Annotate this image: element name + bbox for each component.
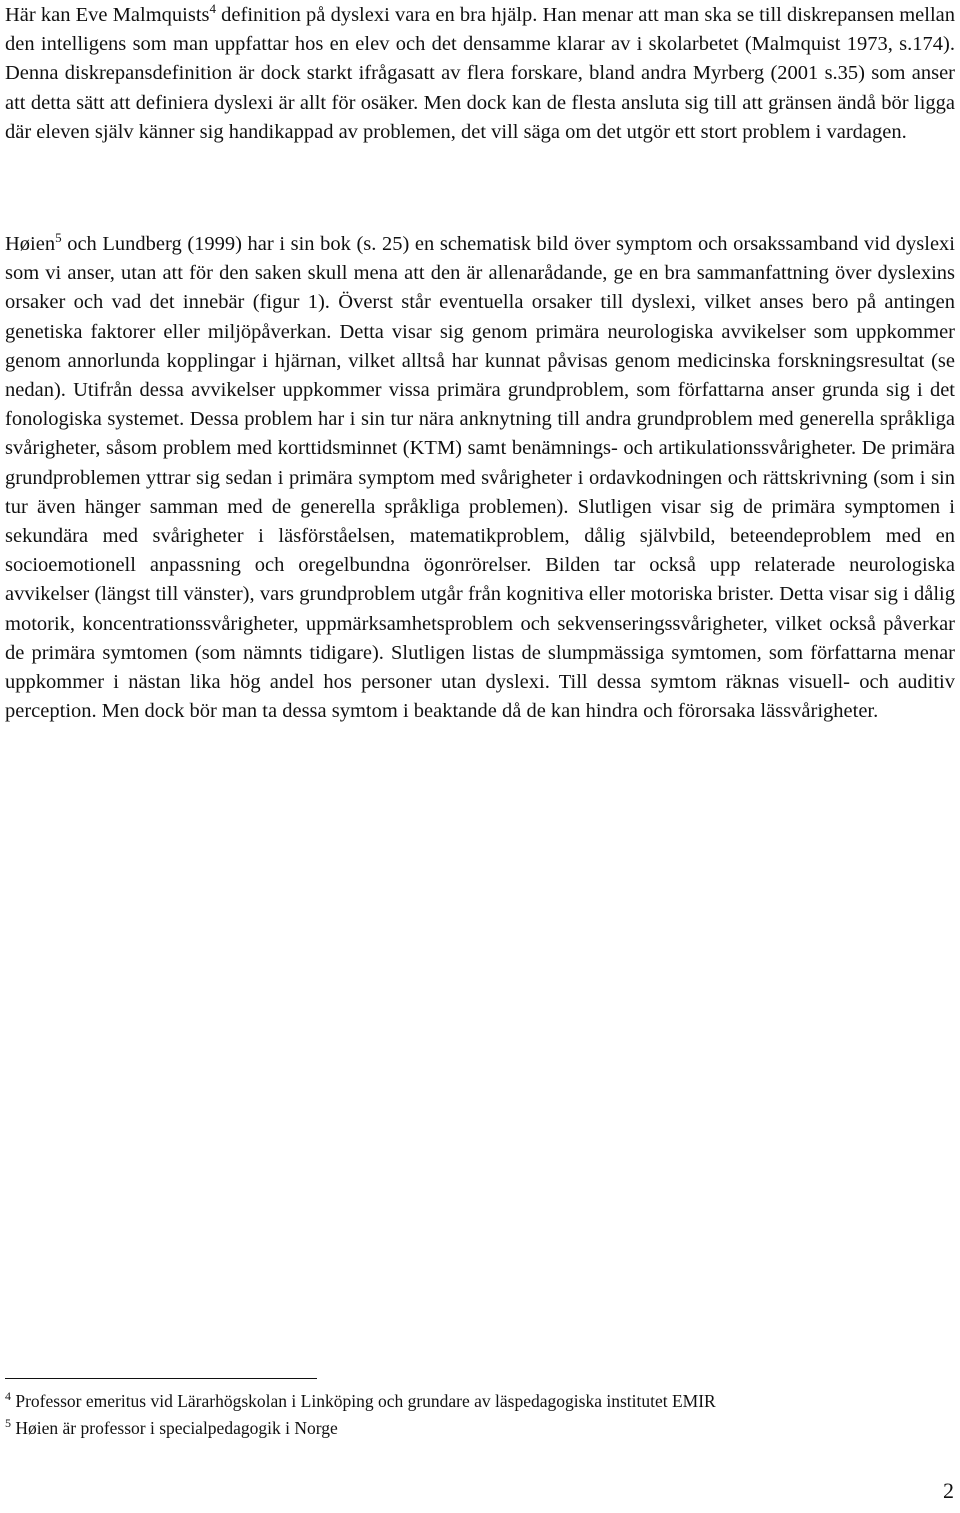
body-paragraph-hoien-lundberg [5, 230, 955, 726]
paragraph-text-rest: definition på dyslexi vara en bra hjälp. Han menar att man ska se till diskrepansen mellan den intelligens som man uppfattar hos en elev och det densamme klarar av i skolarbetet (Malmquist 1973, s.174). Denna diskrepansdefinition är dock starkt ifrågasatt av flera forskare, bland andra Myrberg (2001 s.35) som anser att detta sätt att definiera dyslexi är allt för osäker. Men dock kan de flesta ansluta sig till att gränsen ändå bör ligga där eleven själv känner sig handikappad av problemen, det vill säga om det utgör ett stort problem i vardagen. [5, 4, 956, 143]
footnote-5 [5, 1417, 955, 1439]
paragraph-text-rest: och Lundberg (1999) har i sin bok (s. 25) en schematisk bild över symptom och orsakssamband vid dyslexi som vi anser, utan att för den saken skull mena att den är allenarådande, ge en bra sammanfattning över dyslexins orsaker och vad det innebär (figur 1). Överst står eventuella orsaker till dyslexi, vilket anses bero på antingen genetiska faktorer eller miljöpåverkan. Detta visar sig genom primära neurologiska avvikelser som uppkommer genom annorlunda kopplingar i hjärnan, vilket alltså har kunnat påvisas genom medicinska forskningsresultat (se nedan). Utifrån dessa avvikelser uppkommer vissa primära grundproblem, som författarna anser grunda sig i det fonologiska systemet. Dessa problem har i sin tur nära anknytning till andra grundproblem med generella språkliga svårigheter, såsom problem med korttidsminnet (KTM) samt benämnings- och artikulationssvårigheter. De primära grundproblemen yttrar sig sedan i primära symptom med svårigheter i ordavkodningen och rättskrivning (som i sin tur även hänger samman med de generella språkliga problemen). Slutligen visar sig de primära symptomen i sekundära med svårigheter i läsförståelsen, matematikproblem, dålig självbild, beteendeproblem med en socioemotionell anpassning och oregelbundna ögonrörelser. Bilden tar också upp relaterade neurologiska avvikelser (längst till vänster), vars grundproblem utgår från kognitiva eller motoriska brister. Detta visar sig i dålig motorik, koncentrationssvårigheter, uppmärksamhetsproblem och sekvenseringssvårigheter, vilket också påverkar de primära symtomen (som nämnts tidigare). Slutligen listas de slumpmässiga symtomen, som författarna menar uppkommer i nästan lika hög andel hos personer utan dyslexi. Till dessa symtom räknas visuell- och auditiv perception. Men dock bör man ta dessa symtom i beaktande då de kan hindra och förorsaka lässvårigheter. [5, 233, 955, 723]
footnote-4 [5, 1390, 955, 1412]
footnote-text: Høien är professor i specialpedagogik i Norge [11, 1418, 338, 1438]
footnote-ref-5: 5 [55, 230, 62, 246]
page-number: 2 [943, 1478, 954, 1503]
paragraph-text-lead: Här kan Eve Malmquists [5, 4, 210, 26]
footnote-text: Professor emeritus vid Lärarhögskolan i Linköping och grundare av läspedagogiska institutet EMIR [11, 1391, 716, 1411]
paragraph-text-lead: Høien [5, 233, 56, 255]
footnote-divider [5, 1378, 317, 1379]
body-paragraph-malmquist [5, 1, 955, 147]
footnote-ref-4: 4 [209, 1, 217, 17]
footnote-number: 5 [5, 1416, 11, 1431]
footnote-number: 4 [5, 1389, 11, 1404]
